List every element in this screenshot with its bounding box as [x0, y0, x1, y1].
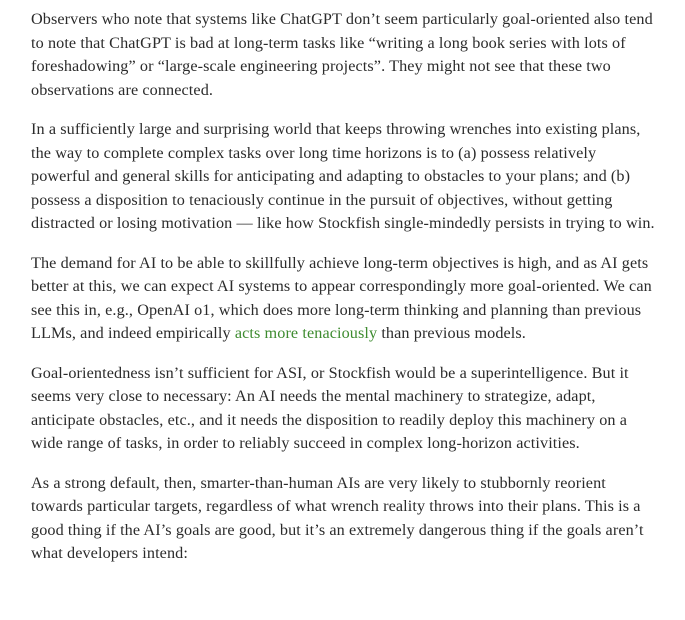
acts-more-tenaciously-link[interactable]: acts more tenaciously — [234, 324, 378, 342]
paragraph-3-text-after: than previous models. — [377, 324, 526, 342]
paragraph-2: In a sufficiently large and surprising world that keeps throwing wrenches into existing plans, the way to complete complex tasks over long time horizons is to (a) possess relatively powerful and general skills for anticipating and adapting to obstacles to your plans; and (b) possess a disposition to tenaciously continue in the pursuit of objectives, without getting distracted or losing motivation — like how Stockfish single-mindedly persists in trying to win. — [31, 120, 655, 232]
paragraph-3 — [31, 252, 655, 346]
paragraph-5: As a strong default, then, smarter-than-human AIs are very likely to stubbornly reorient towards particular targets, regardless of what wrench reality throws into their plans. This is a good thing if the AI’s goals are good, but it’s an extremely dangerous thing if the goals aren’t what developers intend: — [31, 473, 644, 562]
paragraph-1: Observers who note that systems like ChatGPT don’t seem particularly goal-oriented also tend to note that ChatGPT is bad at long-term tasks like “writing a long book series with lots of foreshadowing” or “large-scale engineering projects”. They might not see that these two observations are connected. — [31, 10, 653, 99]
paragraph-4: Goal-orientedness isn’t sufficient for ASI, or Stockfish would be a superintelligence. But it seems very close to necessary: An AI needs the mental machinery to strategize, adapt, anticipate obstacles, etc., and it needs the disposition to readily deploy this machinery on a wide range of tasks, in order to reliably succeed in complex long-horizon activities. — [31, 363, 629, 452]
paragraph-3-text-before: The demand for AI to be able to skillfully achieve long-term objectives is high, and as AI gets better at this, we can expect AI systems to appear correspondingly more goal-oriented. We can see this in, e.g., OpenAI o1, which does more long-term thinking and planning than previous LLMs, and indeed empirically — [31, 253, 652, 342]
article-body — [31, 8, 655, 582]
